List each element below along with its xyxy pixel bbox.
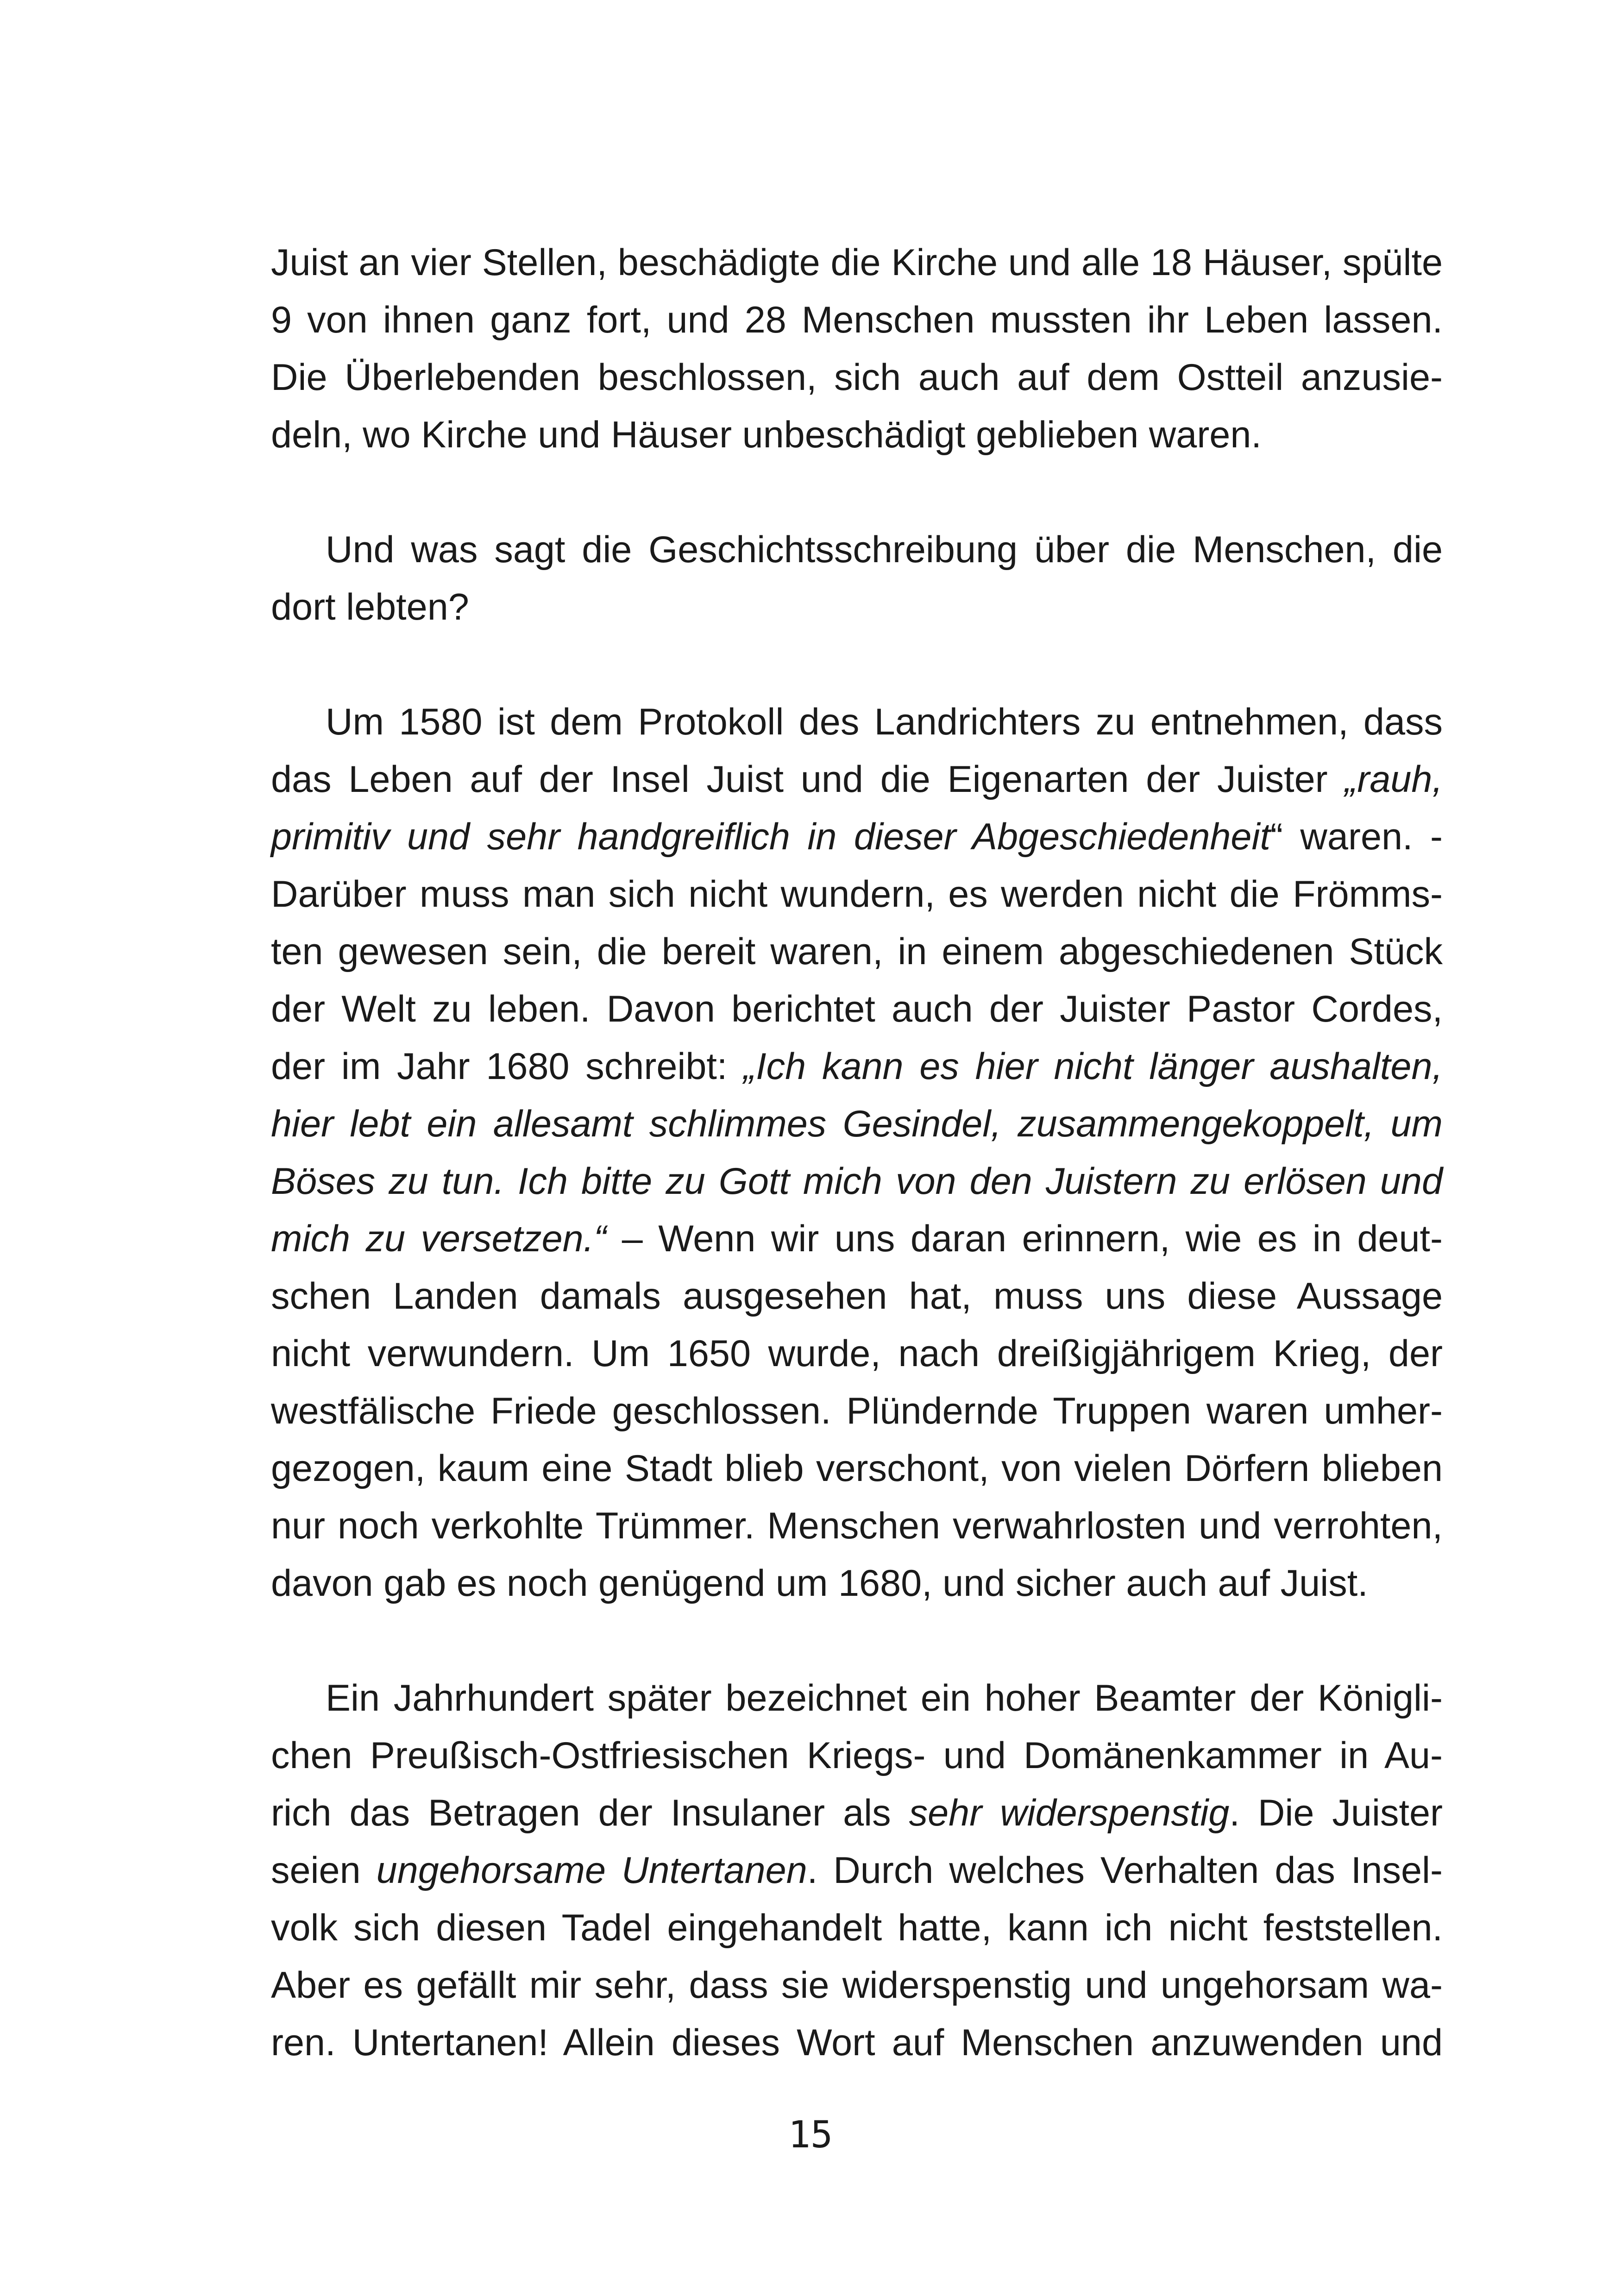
text-line: ren. Untertanen! Allein dieses Wort auf Menschen anzuwenden und	[271, 2022, 1443, 2064]
text-line: volk sich diesen Tadel eingehandelt hatte, kann ich nicht feststellen.	[271, 1907, 1443, 1949]
paragraph-gap	[271, 636, 1443, 693]
text-line: schen Landen damals ausgesehen hat, muss uns diese Aussage	[271, 1275, 1443, 1317]
text-line: deln, wo Kirche und Häuser unbeschädigt geblieben waren.	[271, 414, 1262, 456]
quote-text: Böses zu tun. Ich bitte zu Gott mich von den Juistern zu erlösen und	[271, 1161, 1443, 1202]
text-line: seien ungehorsame Untertanen. Durch welches Verhalten das Insel-	[271, 1850, 1443, 1891]
text-line: das Leben auf der Insel Juist und die Eigenarten der Juister „rauh,	[271, 759, 1443, 800]
paragraph	[271, 693, 1443, 1612]
paragraph	[271, 1669, 1443, 2071]
text-line: nicht verwundern. Um 1650 wurde, nach dreißigjährigem Krieg, der	[271, 1333, 1443, 1374]
quote-text: „rauh,	[1345, 759, 1443, 800]
text-line: chen Preußisch-Ostfriesischen Kriegs- und Domänenkammer in Au-	[271, 1735, 1443, 1776]
text-line: der im Jahr 1680 schreibt: „Ich kann es hier nicht länger aushalten,	[271, 1046, 1443, 1087]
page-number: 15	[788, 2113, 833, 2156]
text-line: dort lebten?	[271, 586, 469, 628]
quote-text: hier lebt ein allesamt schlimmes Gesindel, zusammengekoppelt, um	[271, 1103, 1443, 1145]
text-line: rich das Betragen der Insulaner als sehr widerspenstig. Die Juister	[271, 1792, 1443, 1834]
body-text	[271, 234, 1443, 2071]
text-line: Darüber muss man sich nicht wundern, es werden nicht die Frömms-	[271, 873, 1443, 915]
text-line: Die Überlebenden beschlossen, sich auch auf dem Ostteil anzusie-	[271, 357, 1443, 398]
text-line: gezogen, kaum eine Stadt blieb verschont, von vielen Dörfern blieben	[271, 1448, 1443, 1489]
text-line: Ein Jahrhundert später bezeichnet ein hoher Beamter der Königli-	[326, 1677, 1443, 1719]
text-line: Aber es gefällt mir sehr, dass sie widerspenstig und ungehorsam wa-	[271, 1964, 1443, 2006]
emphasis-text: sehr widerspenstig	[909, 1792, 1230, 1834]
text-line	[271, 1153, 1443, 1210]
text-line	[271, 1095, 1443, 1153]
quote-text: mich zu versetzen.“	[271, 1218, 607, 1260]
paragraph	[271, 521, 1443, 636]
text-line: der Welt zu leben. Davon berichtet auch der Juister Pastor Cordes,	[271, 988, 1443, 1030]
text-line: mich zu versetzen.“ – Wenn wir uns daran erinnern, wie es in deut-	[271, 1218, 1443, 1260]
emphasis-text: ungehorsame Untertanen	[376, 1850, 807, 1891]
quote-text: „Ich kann es hier nicht länger aushalten,	[743, 1046, 1443, 1087]
text-line: Um 1580 ist dem Protokoll des Landrichters zu entnehmen, dass	[326, 701, 1443, 743]
text-line: primitiv und sehr handgreiflich in dieser Abgeschiedenheit“ waren. -	[271, 816, 1443, 858]
paragraph-gap	[271, 1612, 1443, 1669]
text-line: ten gewesen sein, die bereit waren, in einem abgeschiedenen Stück	[271, 931, 1443, 972]
paragraph-gap	[271, 464, 1443, 521]
quote-text: primitiv und sehr handgreiflich in dieser Abgeschiedenheit	[271, 816, 1270, 858]
text-line: Juist an vier Stellen, beschädigte die Kirche und alle 18 Häuser, spülte	[271, 242, 1443, 283]
text-line: westfälische Friede geschlossen. Plündernde Truppen waren umher-	[271, 1390, 1443, 1432]
paragraph	[271, 234, 1443, 464]
text-line: Und was sagt die Geschichtsschreibung über die Menschen, die	[326, 529, 1443, 571]
text-line: nur noch verkohlte Trümmer. Menschen verwahrlosten und verrohten,	[271, 1505, 1443, 1547]
text-line: davon gab es noch genügend um 1680, und sicher auch auf Juist.	[271, 1562, 1368, 1604]
text-line: 9 von ihnen ganz fort, und 28 Menschen mussten ihr Leben lassen.	[271, 299, 1443, 341]
